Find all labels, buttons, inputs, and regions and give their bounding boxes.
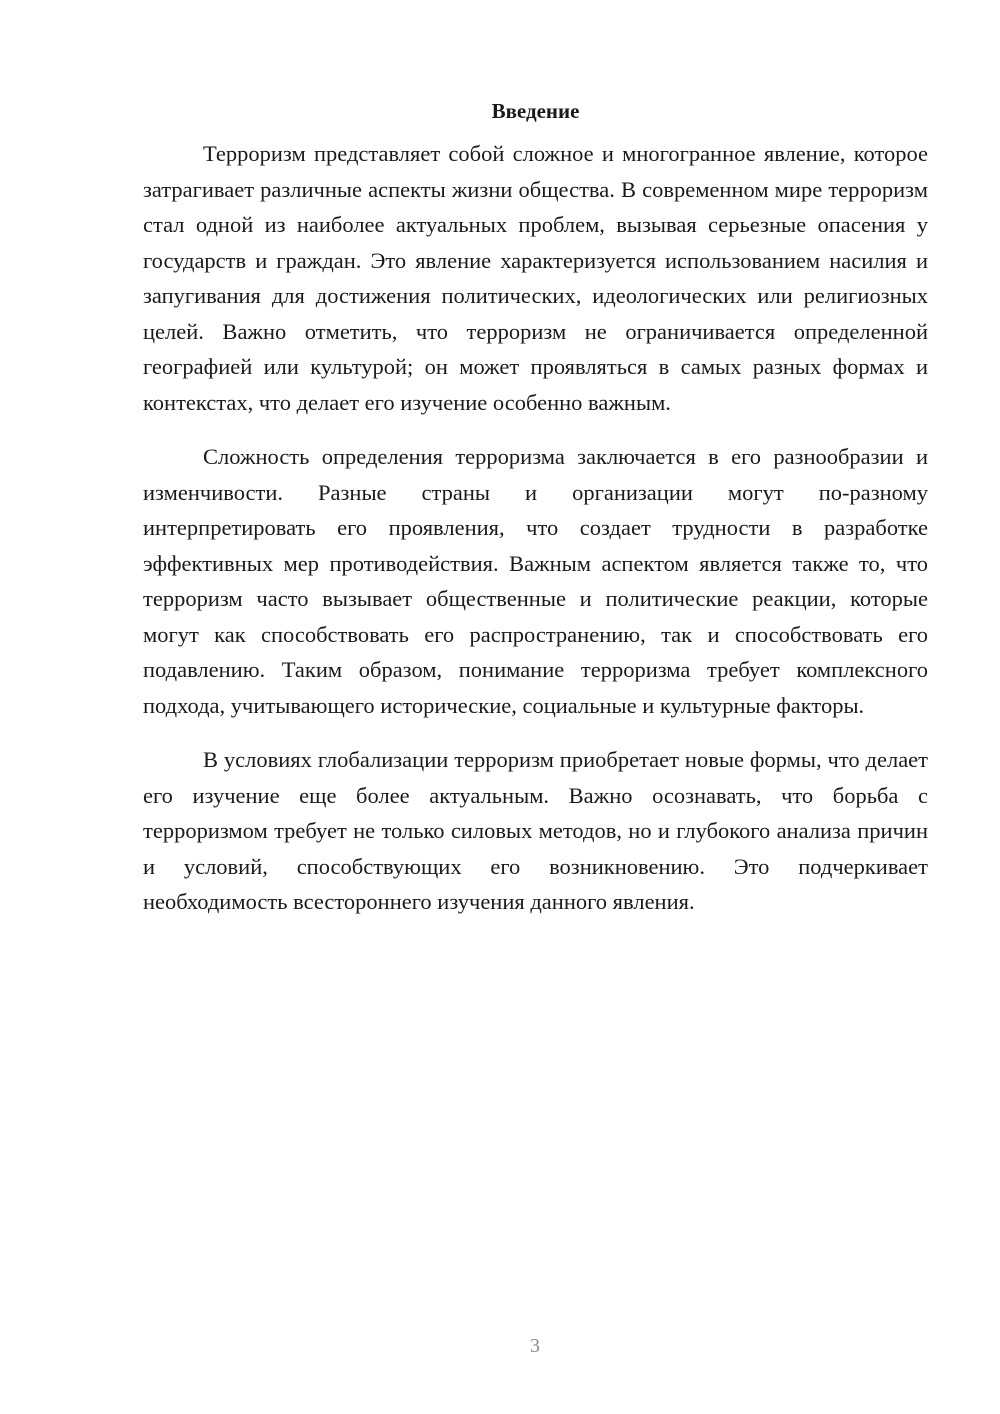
paragraph-1: Терроризм представляет собой сложное и многогранное явление, которое затрагивает различные аспекты жизни общества. В современном мире терроризм стал одной из наиболее актуальных проблем, вызывая серьезные опасения у государств и граждан. Это явление характеризуется использованием насилия и запугивания для достижения политических, идеологических или религиозных целей. Важно отметить, что терроризм не ограничивается определенной географией или культурой; он может проявляться в самых разных формах и контекстах, что делает его изучение особенно важным. <box>143 141 928 415</box>
paragraph-2: Сложность определения терроризма заключается в его разнообразии и изменчивости. Разные страны и организации могут по-разному интерпретировать его проявления, что создает трудности в разработке эффективных мер противодействия. Важным аспектом является также то, что терроризм часто вызывает общественные и политические реакции, которые могут как способствовать его распространению, так и способствовать его подавлению. Таким образом, понимание терроризма требует комплексного подхода, учитывающего исторические, социальные и культурные факторы. <box>143 444 928 718</box>
section-heading: Введение <box>491 99 580 123</box>
page-number: 3 <box>530 1335 540 1357</box>
document-body <box>143 96 928 939</box>
paragraph-3: В условиях глобализации терроризм приобретает новые формы, что делает его изучение еще более актуальным. Важно осознавать, что борьба с терроризмом требует не только силовых методов, но и глубокого анализа причин и условий, способствующих его возникновению. Это подчеркивает необходимость всестороннего изучения данного явления. <box>143 747 928 914</box>
